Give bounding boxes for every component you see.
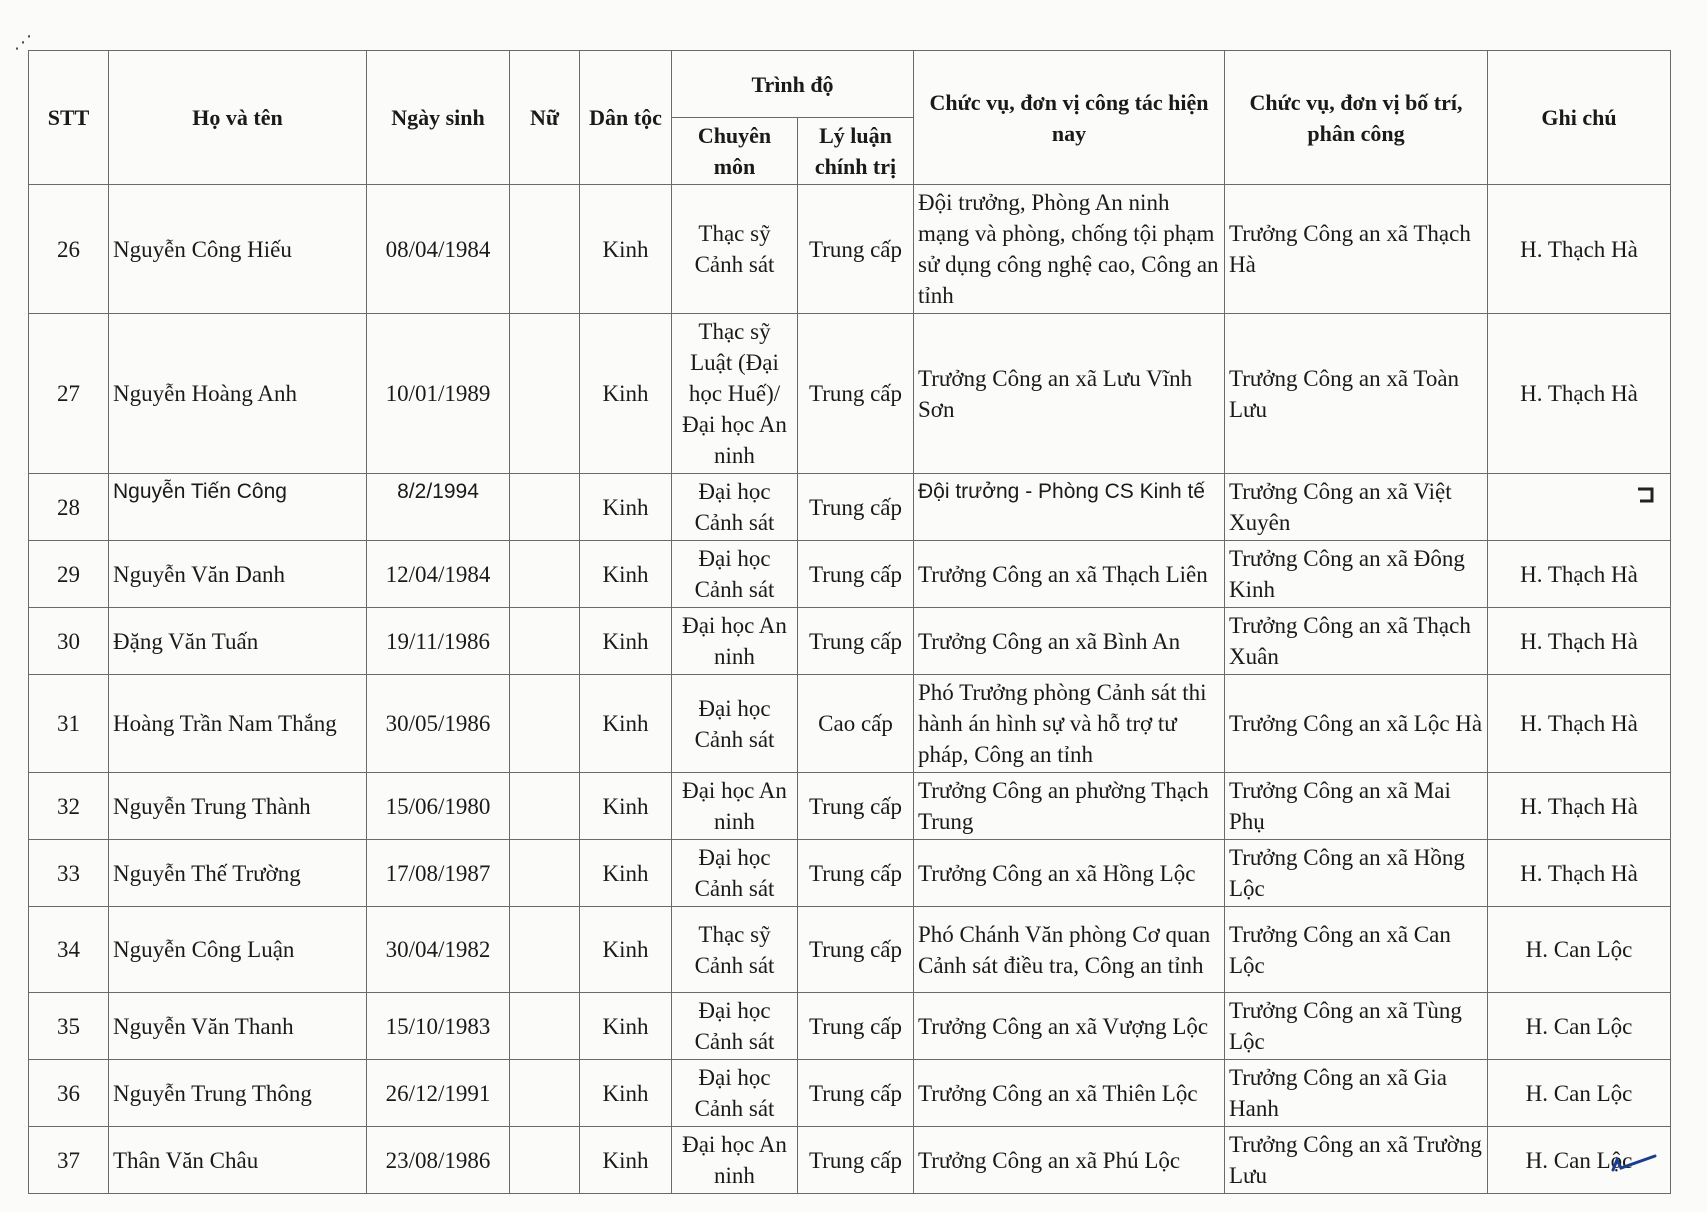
cell-note: H. Can Lộc [1488, 1060, 1671, 1127]
table-row [29, 993, 1671, 1060]
cell-dob: 26/12/1991 [367, 1060, 510, 1127]
cell-note: H. Thạch Hà [1488, 773, 1671, 840]
cell-political: Trung cấp [798, 993, 914, 1060]
cell-name: Đặng Văn Tuấn [109, 608, 367, 675]
table-row [29, 675, 1671, 773]
cell-specialty: Đại học Cảnh sát [672, 675, 798, 773]
cell-name: Thân Văn Châu [109, 1127, 367, 1194]
cell-note: H. Thạch Hà [1488, 608, 1671, 675]
cell-dob: 23/08/1986 [367, 1127, 510, 1194]
cell-assigned-position: Trưởng Công an xã Toàn Lưu [1225, 314, 1488, 474]
cell-current-position: Trưởng Công an xã Vượng Lộc [914, 993, 1225, 1060]
cell-note: H. Thạch Hà [1488, 675, 1671, 773]
cell-note [1488, 474, 1671, 541]
header-note: Ghi chú [1488, 51, 1671, 185]
cell-name: Nguyễn Tiến Công [109, 474, 367, 541]
cell-specialty: Đại học An ninh [672, 773, 798, 840]
cell-female [510, 1060, 580, 1127]
cell-assigned-position: Trưởng Công an xã Việt Xuyên [1225, 474, 1488, 541]
personnel-table-sheet [28, 50, 1670, 1194]
cell-female [510, 474, 580, 541]
cell-ethnic: Kinh [580, 1060, 672, 1127]
table-row [29, 840, 1671, 907]
cell-ethnic: Kinh [580, 993, 672, 1060]
cell-ethnic: Kinh [580, 541, 672, 608]
cell-current-position: Trưởng Công an xã Bình An [914, 608, 1225, 675]
cell-specialty: Thạc sỹ Cảnh sát [672, 907, 798, 993]
cell-political: Trung cấp [798, 474, 914, 541]
cell-current-position: Trưởng Công an xã Phú Lộc [914, 1127, 1225, 1194]
table-row [29, 608, 1671, 675]
cell-ethnic: Kinh [580, 474, 672, 541]
cell-dob: 19/11/1986 [367, 608, 510, 675]
header-name: Họ và tên [109, 51, 367, 185]
cell-female [510, 675, 580, 773]
cell-dob: 8/2/1994 [367, 474, 510, 541]
cell-note: H. Thạch Hà [1488, 314, 1671, 474]
cell-name: Nguyễn Thế Trường [109, 840, 367, 907]
cell-ethnic: Kinh [580, 185, 672, 314]
cell-current-position: Phó Trưởng phòng Cảnh sát thi hành án hình sự và hỗ trợ tư pháp, Công an tỉnh [914, 675, 1225, 773]
cell-stt: 32 [29, 773, 109, 840]
cell-stt: 37 [29, 1127, 109, 1194]
cell-current-position: Trưởng Công an xã Lưu Vĩnh Sơn [914, 314, 1225, 474]
cell-dob: 12/04/1984 [367, 541, 510, 608]
cell-assigned-position: Trưởng Công an xã Trường Lưu [1225, 1127, 1488, 1194]
cell-name: Hoàng Trần Nam Thắng [109, 675, 367, 773]
cell-dob: 30/05/1986 [367, 675, 510, 773]
cell-stt: 28 [29, 474, 109, 541]
header-qualification: Trình độ [672, 51, 914, 118]
table-row [29, 541, 1671, 608]
cell-ethnic: Kinh [580, 840, 672, 907]
cell-name: Nguyễn Hoàng Anh [109, 314, 367, 474]
cell-current-position: Đội trưởng, Phòng An ninh mạng và phòng, chống tội phạm sử dụng công nghệ cao, Công an tỉnh [914, 185, 1225, 314]
cell-note: H. Thạch Hà [1488, 840, 1671, 907]
cell-female [510, 1127, 580, 1194]
cell-dob: 10/01/1989 [367, 314, 510, 474]
cell-assigned-position: Trưởng Công an xã Hồng Lộc [1225, 840, 1488, 907]
cell-specialty: Đại học Cảnh sát [672, 1060, 798, 1127]
cell-stt: 31 [29, 675, 109, 773]
cell-ethnic: Kinh [580, 773, 672, 840]
cell-assigned-position: Trưởng Công an xã Thạch Xuân [1225, 608, 1488, 675]
cell-specialty: Thạc sỹ Luật (Đại học Huế)/ Đại học An ninh [672, 314, 798, 474]
table-row [29, 185, 1671, 314]
cell-ethnic: Kinh [580, 675, 672, 773]
table-row [29, 907, 1671, 993]
pen-stroke-mark [1609, 1152, 1659, 1174]
cell-specialty: Đại học Cảnh sát [672, 541, 798, 608]
header-dob: Ngày sinh [367, 51, 510, 185]
header-political-theory: Lý luận chính trị [798, 118, 914, 185]
cell-female [510, 541, 580, 608]
header-current-position: Chức vụ, đơn vị công tác hiện nay [914, 51, 1225, 185]
cell-current-position: Trưởng Công an xã Thiên Lộc [914, 1060, 1225, 1127]
cell-current-position: Trưởng Công an xã Thạch Liên [914, 541, 1225, 608]
cell-political: Trung cấp [798, 1127, 914, 1194]
header-assigned-position: Chức vụ, đơn vị bố trí, phân công [1225, 51, 1488, 185]
cell-note: H. Can Lộc [1488, 1127, 1671, 1194]
cell-note: H. Can Lộc [1488, 907, 1671, 993]
cell-dob: 17/08/1987 [367, 840, 510, 907]
cell-note: H. Can Lộc [1488, 993, 1671, 1060]
cell-name: Nguyễn Trung Thông [109, 1060, 367, 1127]
cell-dob: 15/10/1983 [367, 993, 510, 1060]
cell-dob: 30/04/1982 [367, 907, 510, 993]
corner-bracket-mark [1636, 486, 1656, 504]
cell-name: Nguyễn Công Luận [109, 907, 367, 993]
cell-ethnic: Kinh [580, 907, 672, 993]
cell-political: Trung cấp [798, 1060, 914, 1127]
cell-stt: 26 [29, 185, 109, 314]
cell-note: H. Thạch Hà [1488, 541, 1671, 608]
header-female: Nữ [510, 51, 580, 185]
cell-assigned-position: Trưởng Công an xã Tùng Lộc [1225, 993, 1488, 1060]
cell-female [510, 185, 580, 314]
cell-dob: 15/06/1980 [367, 773, 510, 840]
cell-stt: 36 [29, 1060, 109, 1127]
cell-female [510, 314, 580, 474]
cell-specialty: Đại học An ninh [672, 608, 798, 675]
cell-political: Cao cấp [798, 675, 914, 773]
cell-political: Trung cấp [798, 907, 914, 993]
cell-current-position: Trưởng Công an phường Thạch Trung [914, 773, 1225, 840]
cell-political: Trung cấp [798, 185, 914, 314]
cell-stt: 29 [29, 541, 109, 608]
table-row [29, 1060, 1671, 1127]
cell-political: Trung cấp [798, 541, 914, 608]
header-specialty: Chuyên môn [672, 118, 798, 185]
cell-political: Trung cấp [798, 773, 914, 840]
cell-female [510, 773, 580, 840]
cell-name: Nguyễn Văn Danh [109, 541, 367, 608]
cell-current-position: Phó Chánh Văn phòng Cơ quan Cảnh sát điều tra, Công an tỉnh [914, 907, 1225, 993]
cell-female [510, 608, 580, 675]
cell-specialty: Đại học Cảnh sát [672, 993, 798, 1060]
table-row [29, 314, 1671, 474]
cell-specialty: Đại học Cảnh sát [672, 840, 798, 907]
cell-specialty: Đại học An ninh [672, 1127, 798, 1194]
cell-stt: 27 [29, 314, 109, 474]
cell-assigned-position: Trưởng Công an xã Đông Kinh [1225, 541, 1488, 608]
cell-note: H. Thạch Hà [1488, 185, 1671, 314]
cell-name: Nguyễn Trung Thành [109, 773, 367, 840]
personnel-table [28, 50, 1671, 1194]
table-row [29, 773, 1671, 840]
cell-female [510, 993, 580, 1060]
cell-stt: 30 [29, 608, 109, 675]
cell-assigned-position: Trưởng Công an xã Mai Phụ [1225, 773, 1488, 840]
cell-assigned-position: Trưởng Công an xã Lộc Hà [1225, 675, 1488, 773]
cell-political: Trung cấp [798, 840, 914, 907]
cell-stt: 34 [29, 907, 109, 993]
cell-current-position: Đội trưởng - Phòng CS Kinh tế [914, 474, 1225, 541]
table-body [29, 185, 1671, 1194]
cell-name: Nguyễn Văn Thanh [109, 993, 367, 1060]
cell-political: Trung cấp [798, 314, 914, 474]
table-row [29, 474, 1671, 541]
cell-ethnic: Kinh [580, 1127, 672, 1194]
cell-specialty: Thạc sỹ Cảnh sát [672, 185, 798, 314]
table-row [29, 1127, 1671, 1194]
cell-female [510, 840, 580, 907]
header-stt: STT [29, 51, 109, 185]
header-row-1 [29, 51, 1671, 118]
cell-stt: 35 [29, 993, 109, 1060]
cell-female [510, 907, 580, 993]
cell-current-position: Trưởng Công an xã Hồng Lộc [914, 840, 1225, 907]
cell-assigned-position: Trưởng Công an xã Gia Hanh [1225, 1060, 1488, 1127]
cell-assigned-position: Trưởng Công an xã Can Lộc [1225, 907, 1488, 993]
header-ethnic: Dân tộc [580, 51, 672, 185]
cell-dob: 08/04/1984 [367, 185, 510, 314]
cell-ethnic: Kinh [580, 608, 672, 675]
cell-political: Trung cấp [798, 608, 914, 675]
cell-stt: 33 [29, 840, 109, 907]
cell-assigned-position: Trưởng Công an xã Thạch Hà [1225, 185, 1488, 314]
cell-specialty: Đại học Cảnh sát [672, 474, 798, 541]
cell-ethnic: Kinh [580, 314, 672, 474]
scan-speck: ⋰ [14, 32, 32, 53]
cell-name: Nguyễn Công Hiếu [109, 185, 367, 314]
